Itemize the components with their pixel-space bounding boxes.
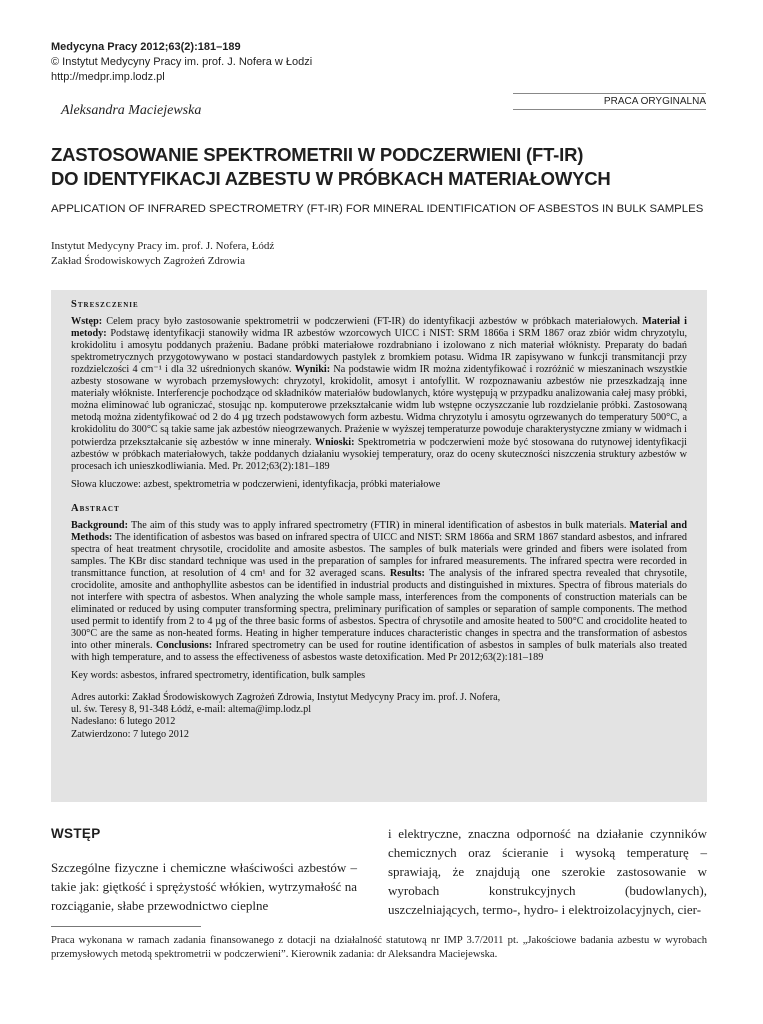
received-date: Nadesłano: 6 lutego 2012 xyxy=(71,716,176,728)
abstract-methods: The identification of asbestos was based on infrared spectra of UICC and NIST: SRM 1866a and SRM 1867 standard asbestos, and infrared spectra of heat treatment chrysotile, crocidolite and amosite asbestos. The samples of bulk materials were grinded and fibers were isolated from samples. The KBr disc standard technique was used in the preparation of samples for infrared measurements. The infrared spectra were recorded in transmittance function, at resolution of 4 cm¹ and for 32 averaged scans. xyxy=(71,531,687,579)
body-text-left: Szczególne fizyczne i chemiczne właściwości azbestów – takie jak: giętkość i sprężystość włókien, wytrzymałość na rozciąganie, słabe przewodnictwo cieplne xyxy=(51,860,357,913)
article-type-label: PRACA ORYGINALNA xyxy=(513,93,706,110)
streszczenie-heading: Streszczenie xyxy=(71,299,139,310)
streszczenie-metody-label: Materiał i metody: xyxy=(71,316,687,340)
article-title-line-1: ZASTOSOWANIE SPEKTROMETRII W PODCZERWIENI (FT-IR) xyxy=(51,144,584,165)
abstract-results-label: Results: xyxy=(389,567,425,579)
correspondence-address-2: ul. św. Teresy 8, 91-348 Łódź, e-mail: altema@imp.lodz.pl xyxy=(71,704,312,716)
footnote: Praca wykonana w ramach zadania finansowanego z dotacji na działalność statutową nr IMP 3.7/2011 pt. „Jakościowe badania azbestu w wyrobach przemysłowych metodą spektrometrii w podczerwieni”. Kierownik zadania: dr Aleksandra Maciejewska. xyxy=(51,935,707,960)
body-column-right xyxy=(388,824,707,919)
abstract-methods-label: Material and Methods: xyxy=(71,519,688,543)
correspondence-address-1: Adres autorki: Zakład Środowiskowych Zagrożeń Zdrowia, Instytut Medycyny Pracy im. prof. J. Nofera, xyxy=(71,692,501,704)
author-name: Aleksandra Maciejewska xyxy=(61,103,202,118)
footnote-divider xyxy=(51,926,201,927)
streszczenie-text xyxy=(71,316,687,473)
abstract-text xyxy=(71,520,687,665)
streszczenie-wyniki: Na podstawie widm IR można zidentyfikować i rozróżnić w mieszaninach wszystkie azbesty stosowane w wyrobach przemysłowych: chryzotyl, krokidolit, amosyt i antofyllit. W rozpoznawaniu azbestów nie przeszkadzają inne materiały włókniste. Interferencje pochodzące od składników materiałów budowlanych, które występują w przypadku analizowania całej masy próbki, można eliminować lub ograniczać, stosując np. komputerowe przekształcanie widm lub wstępne oczyszczanie lub rozdzielanie próbki. Zastosowaną metodą można zidentyfikować od 2 do 4 µg trzech podstawowych form azbestu. Widma chryzotylu i amosytu ogrzewanych do temperatury 500°C, a krokidolitu do 300°C są takie same jak azbestów nieogrzewanych. Prażenie w wyższej temperaturze powoduje charakterystyczne zmiany w widmach i potwierdza przekształcanie się azbestów w inne minerały. xyxy=(71,364,688,448)
abstract-conclusions: Infrared spectrometry can be used for routine identification of asbestos in samples of bulk materials also treated with high temperature, and to assess the effectiveness of asbestos waste detoxification. Med Pr 2012;63(2):181–189 xyxy=(71,640,688,664)
accepted-date: Zatwierdzono: 7 lutego 2012 xyxy=(71,728,189,740)
streszczenie-wnioski-label: Wnioski: xyxy=(314,436,355,448)
abstract-conclusions-label: Conclusions: xyxy=(156,640,213,652)
abstract-background-label: Background: xyxy=(71,519,128,531)
streszczenie-cel-label: Wstęp: xyxy=(71,316,103,328)
streszczenie-wnioski: Spektrometria w podczerwieni może być stosowana do rutynowej identyfikacji azbestów w próbkach materiałowych, także poddanych działaniu wysokiej temperatury, oraz do oceny skuteczności niszczenia struktury azbestów w procesach ich unieszkodliwiania. Med. Pr. 2012;63(2):181–189 xyxy=(71,436,688,472)
journal-citation: Medycyna Pracy 2012;63(2):181–189 xyxy=(51,41,241,53)
affiliation-institute: Instytut Medycyny Pracy im. prof. J. Nofera, Łódź xyxy=(51,240,275,252)
body-text-right: i elektryczne, znaczna odporność na działanie czynników chemicznych oraz ścieranie i wysoką temperaturę – sprawiają, że znajdują one szerokie zastosowanie w wyrobach konstrukcyjnych (budowlanych), uszczelniających, termo-, hydro- i elektroizolacyjnych, cier- xyxy=(388,826,707,917)
journal-url[interactable]: http://medpr.imp.lodz.pl xyxy=(51,71,165,83)
abstract-background: The aim of this study was to apply infrared spectrometry (FTIR) in mineral identification of asbestos in bulk materials. xyxy=(128,519,627,531)
streszczenie-wyniki-label: Wyniki: xyxy=(294,364,331,376)
article-subtitle-english: APPLICATION OF INFRARED SPECTROMETRY (FT-IR) FOR MINERAL IDENTIFICATION OF ASBESTOS IN BULK SAMPLES xyxy=(51,203,704,215)
correspondence xyxy=(71,692,687,740)
abstract-results: The analysis of the infrared spectra revealed that chrysotile, crocidolite, amosite and anthophyllite asbestos can be identified in industrial products and distinguished in mixtures. Spectra of fibrous materials do not interfere with spectra of asbestos. When analyzing the whole sample mass, interferences from the components of construction materials can be eliminated or reduced by using computer transforming spectra, preliminary purification of samples or separation of sample components. The method used permit to identify from 2 to 4 µg of the three basic forms of asbestos. Spectra of chrysotile and amosite heated to 500°C and crocidolite heated to 300°C are the same as non-heated forms. Heating in higher temperature induces characteristic changes in spectra and the transformation of asbestos into other minerals. xyxy=(71,567,687,652)
article-title-line-2: DO IDENTYFIKACJI AZBESTU W PRÓBKACH MATERIAŁOWYCH xyxy=(51,168,611,189)
abstract-heading: Abstract xyxy=(71,502,120,514)
streszczenie-cel: Celem pracy było zastosowanie spektrometrii w podczerwieni (FT-IR) do identyfikacji azbestów w próbkach materiałowych. xyxy=(102,316,638,328)
streszczenie-metody: Podstawę identyfikacji stanowiły widma IR azbestów wzorcowych UICC i NIST: SRM 1866a i SRM 1867 oraz zbiór widm chryzotylu, krokidolitu i amosytu poddanych prażeniu. Badane próbki materiałowe rozdrabniano i izolowano z nich materiał włóknisty. Preparaty do badań spektrometrycznych przygotowywano w postaci standardowych pastylek z bromkiem potasu. Widma IR zapisywano w funkcji transmitancji przy rozdzielczości 4 cm⁻¹ i dla 32 uśrednionych skanów. xyxy=(71,328,687,376)
section-heading-introduction: WSTĘP xyxy=(51,826,101,841)
affiliation-department: Zakład Środowiskowych Zagrożeń Zdrowia xyxy=(51,255,245,267)
journal-header xyxy=(51,40,312,85)
abstract-box xyxy=(51,290,707,802)
journal-copyright: © Instytut Medycyny Pracy im. prof. J. Nofera w Łodzi xyxy=(51,56,313,68)
streszczenie-keywords: Słowa kluczowe: azbest, spektrometria w podczerwieni, identyfikacja, próbki materiałowe xyxy=(71,478,441,490)
body-column-left xyxy=(51,824,357,915)
abstract-keywords: Key words: asbestos, infrared spectrometry, identification, bulk samples xyxy=(71,670,366,682)
affiliation xyxy=(51,239,274,269)
article-title xyxy=(51,143,711,191)
